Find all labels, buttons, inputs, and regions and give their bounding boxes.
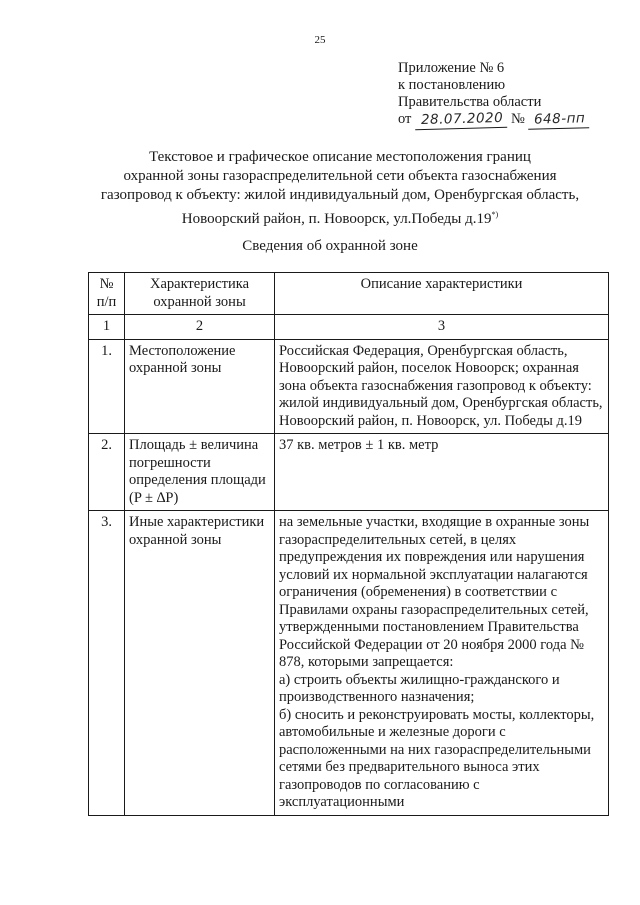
header-characteristic: Характеристика охранной зоны <box>125 273 275 315</box>
index-col-1: 1 <box>89 315 125 340</box>
table-index-row <box>89 315 609 340</box>
row-description-item-a: а) строить объекты жилищно-гражданского и производственного назначения; <box>279 671 560 705</box>
handwritten-number: 648-пп <box>528 110 590 130</box>
footnote-mark: *) <box>491 210 499 219</box>
row-characteristic: Площадь ± величина погрешности определения площади (P ± ∆P) <box>125 434 275 511</box>
table-header-row <box>89 273 609 315</box>
title-line-4-text: Новоорский район, п. Новоорск, ул.Победы д.19 <box>181 211 492 227</box>
table-row <box>89 339 609 434</box>
title-line-2: охранной зоны газораспределительной сети объекта газоснабжения <box>123 168 557 184</box>
section-title: Сведения об охранной зоне <box>242 238 418 254</box>
row-description <box>275 511 609 816</box>
protection-zone-table <box>88 272 609 816</box>
appendix-government: Правительства области <box>398 94 542 110</box>
title-line-4 <box>60 205 620 229</box>
header-description: Описание характеристики <box>275 273 609 315</box>
page-number: 25 <box>314 34 326 46</box>
title-line-1: Текстовое и графическое описание местоположения границ <box>149 149 531 165</box>
table-row <box>89 434 609 511</box>
row-description: Российская Федерация, Оренбургская область, Новоорский район, поселок Новоорск; охранная зона объекта газоснабжения газопровод к объекту: жилой индивидуальный дом, Оренбургская область, Новоорский район, п. Новоорск, ул. Победы д.19 <box>275 339 609 434</box>
row-characteristic: Местоположение охранной зоны <box>125 339 275 434</box>
number-prefix: № <box>510 111 525 127</box>
row-num: 2. <box>89 434 125 511</box>
row-characteristic: Иные характеристики охранной зоны <box>125 511 275 816</box>
index-col-3: 3 <box>275 315 609 340</box>
document-title <box>60 148 620 229</box>
title-line-3: газопровод к объекту: жилой индивидуальный дом, Оренбургская область, <box>100 187 580 203</box>
appendix-number: Приложение № 6 <box>398 60 505 76</box>
date-prefix: от <box>398 111 412 127</box>
row-description: 37 кв. метров ± 1 кв. метр <box>275 434 609 511</box>
row-description-item-b: б) сносить и реконструировать мосты, коллекторы, автомобильные и железные дороги с расположенными на них газораспределительными сетями без предварительного выноса этих газопроводов по согласованию с эксплуатационными <box>279 706 595 810</box>
handwritten-date: 28.07.2020 <box>415 110 508 130</box>
table-row <box>89 511 609 816</box>
appendix-header <box>398 60 590 129</box>
appendix-date-line <box>398 111 590 129</box>
header-num: № п/п <box>89 273 125 315</box>
row-num: 3. <box>89 511 125 816</box>
row-num: 1. <box>89 339 125 434</box>
appendix-resolution: к постановлению <box>398 77 506 93</box>
index-col-2: 2 <box>125 315 275 340</box>
row-description-intro: на земельные участки, входящие в охранные зоны газораспределительных сетей, в целях предупреждения их повреждения или нарушения условий их нормальной эксплуатации налагаются ограничения (обременения) в соответствии с Правилами охраны газораспределительных сетей, утвержденными постановлением Правительства Российской Федерации от 20 ноября 2000 года № 878, которыми запрещается: <box>279 514 590 670</box>
